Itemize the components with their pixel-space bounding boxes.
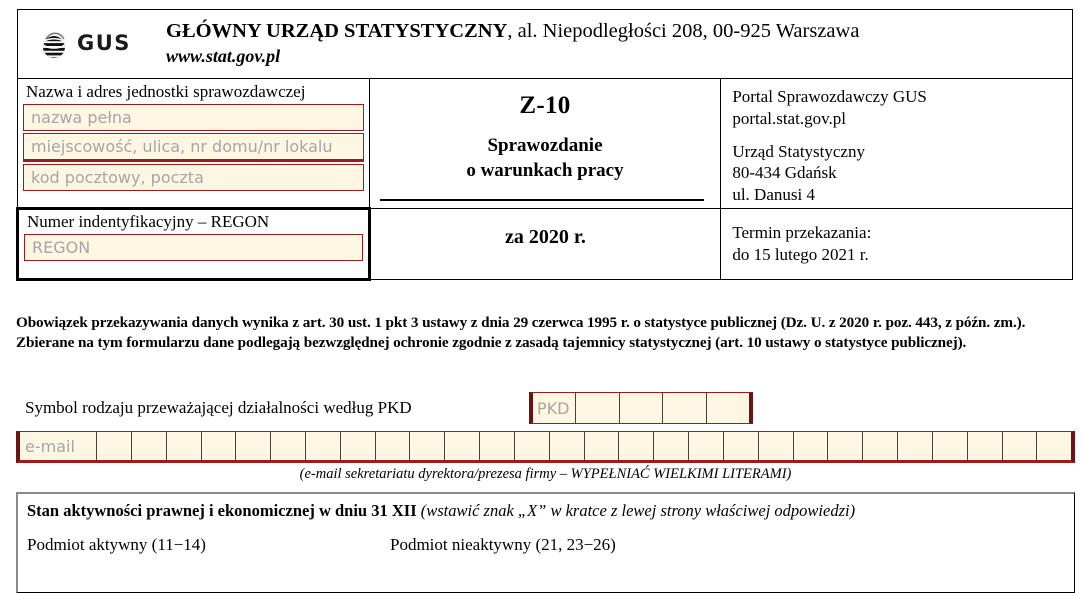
pkd-cell[interactable] <box>576 393 619 423</box>
option-active[interactable]: Podmiot aktywny (11−14) <box>27 534 206 554</box>
email-cell[interactable] <box>1003 432 1038 460</box>
regon-cell <box>18 209 370 280</box>
adres-placeholder: miejscowość, ulica, nr domu/nr lokalu <box>31 136 333 156</box>
deadline-date: do 15 lutego 2021 r. <box>732 245 869 265</box>
option-inactive[interactable]: Podmiot nieaktywny (21, 23−26) <box>390 534 616 554</box>
logo-container <box>18 10 166 78</box>
email-cell[interactable] <box>968 432 1003 460</box>
regon-label: Numer indentyfikacyjny – REGON <box>27 212 270 231</box>
portal-name: Portal Sprawozdawczy GUS <box>732 87 927 106</box>
institution-line <box>166 19 1072 44</box>
pkd-cell[interactable] <box>533 393 576 423</box>
form-period-cell <box>369 209 721 280</box>
institution-name: GŁÓWNY URZĄD STATYSTYCZNY <box>166 20 508 42</box>
reporting-unit-label: Nazwa i adres jednostki sprawozdawczej <box>26 82 306 101</box>
pkd-cell[interactable] <box>707 393 749 423</box>
nazwa-pelna-input[interactable] <box>23 104 364 131</box>
email-cell[interactable] <box>724 432 759 460</box>
kod-pocztowy-input[interactable] <box>23 164 364 191</box>
pkd-placeholder: PKD <box>537 398 570 418</box>
portal-info-cell <box>721 79 1073 209</box>
adres-input[interactable] <box>23 133 364 162</box>
header-bottom-row <box>18 209 1073 280</box>
nazwa-pelna-placeholder: nazwa pełna <box>31 107 132 127</box>
legal-notice <box>16 313 1078 352</box>
email-cell[interactable] <box>480 432 515 460</box>
institution-address: , al. Niepodległości 208, 00-925 Warszawa <box>507 20 860 42</box>
email-cell[interactable] <box>20 432 97 460</box>
portal-url: portal.stat.gov.pl <box>732 108 846 128</box>
pkd-cell[interactable] <box>663 393 706 423</box>
form-title-line2: o warunkach pracy <box>466 159 624 181</box>
email-cell[interactable] <box>515 432 550 460</box>
email-cell[interactable] <box>236 432 271 460</box>
email-caption: (e-mail sekretariatu dyrektora/prezesa firmy – WYPEŁNIAĆ WIELKIMI LITERAMI) <box>299 466 792 482</box>
email-cell[interactable] <box>271 432 306 460</box>
institution-website: www.stat.gov.pl <box>166 46 281 66</box>
email-cell[interactable] <box>689 432 724 460</box>
email-cell[interactable] <box>1037 432 1071 460</box>
email-cell[interactable] <box>132 432 167 460</box>
regon-input[interactable] <box>24 234 363 261</box>
pkd-input[interactable] <box>529 392 753 424</box>
email-cell[interactable] <box>550 432 585 460</box>
email-cell[interactable] <box>376 432 411 460</box>
regon-placeholder: REGON <box>32 237 91 257</box>
status-heading-italic: (wstawić znak „X” w kratce z lewej strony właściwej odpowiedzi) <box>420 501 856 520</box>
form-title-cell <box>369 79 721 209</box>
pkd-row <box>16 392 1076 426</box>
form-code: Z-10 <box>519 92 571 119</box>
email-cell[interactable] <box>794 432 829 460</box>
status-section <box>16 492 1075 593</box>
email-cell[interactable] <box>828 432 863 460</box>
title-divider <box>380 199 705 201</box>
kod-pocztowy-placeholder: kod pocztowy, poczta <box>31 167 204 187</box>
header-main-row <box>18 79 1073 209</box>
banner-cell <box>18 10 1073 79</box>
email-cell[interactable] <box>759 432 794 460</box>
email-cell[interactable] <box>933 432 968 460</box>
legal-paragraph-1: Obowiązek przekazywania danych wynika z art. 30 ust. 1 pkt 3 ustawy z dnia 29 czerwca 1995 r. o statystyce publicznej (Dz. U. z 2020 r. poz. 443, z późn. zm.). <box>16 314 1026 331</box>
form-header-table <box>16 9 1073 281</box>
email-cell[interactable] <box>97 432 132 460</box>
reporting-unit-cell <box>18 79 370 209</box>
office-street: ul. Danusi 4 <box>732 185 815 204</box>
email-cell[interactable] <box>445 432 480 460</box>
email-input[interactable] <box>16 431 1075 463</box>
email-cell[interactable] <box>410 432 445 460</box>
email-cell[interactable] <box>619 432 654 460</box>
status-options <box>18 521 1074 554</box>
office-postcode-city: 80-434 Gdańsk <box>732 163 837 183</box>
logo-text: GUS <box>77 31 131 55</box>
email-cell[interactable] <box>863 432 898 460</box>
email-cell[interactable] <box>654 432 689 460</box>
deadline-label: Termin przekazania: <box>732 223 872 242</box>
form-title <box>370 134 721 183</box>
gus-globe-logo-icon <box>38 24 72 62</box>
legal-paragraph-2: Zbierane na tym formularzu dane podlegają bezwzględnej ochronie zgodnie z zasadą tajemnicy statystycznej (art. 10 ustawy o statystyce publicznej). <box>16 333 967 351</box>
email-cell[interactable] <box>898 432 933 460</box>
pkd-label: Symbol rodzaju przeważającej działalności według PKD <box>25 398 412 417</box>
email-cell[interactable] <box>167 432 202 460</box>
status-heading <box>18 494 1074 521</box>
deadline-cell <box>721 209 1073 280</box>
email-cell[interactable] <box>585 432 620 460</box>
form-title-line1: Sprawozdanie <box>487 135 603 156</box>
email-cell[interactable] <box>306 432 341 460</box>
email-placeholder: e-mail <box>25 436 75 456</box>
pkd-cell[interactable] <box>620 393 663 423</box>
status-heading-bold: Stan aktywności prawnej i ekonomicznej w dniu 31 XII <box>27 501 417 520</box>
office-name: Urząd Statystyczny <box>732 141 865 161</box>
form-period: za 2020 r. <box>505 226 586 248</box>
banner-row <box>18 10 1073 79</box>
email-cell[interactable] <box>341 432 376 460</box>
spacer <box>732 130 1072 141</box>
email-cell[interactable] <box>202 432 237 460</box>
